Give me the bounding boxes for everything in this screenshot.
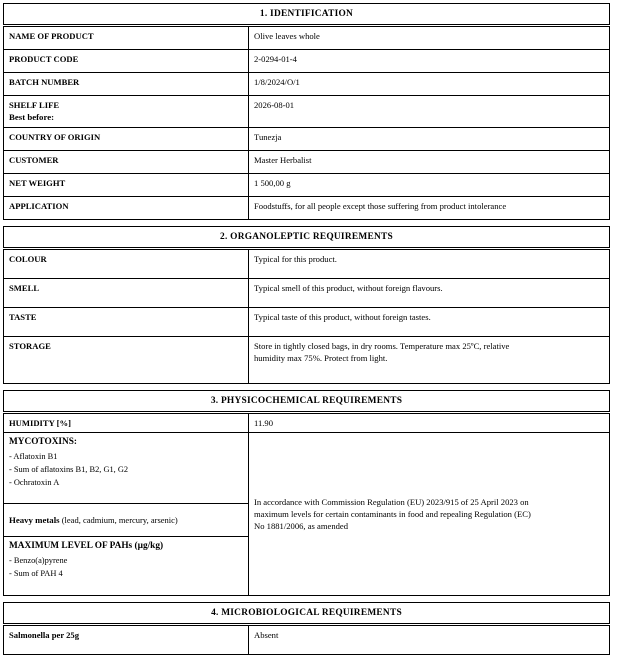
row-value-country-of-origin: Tunezja	[249, 127, 610, 150]
table-row	[4, 50, 610, 73]
pahs-heading: MAXIMUM LEVEL OF PAHs (µg/kg)	[9, 540, 164, 551]
row-label-net-weight: NET WEIGHT	[4, 173, 249, 196]
table-row	[4, 336, 610, 383]
row-label-product-code: PRODUCT CODE	[4, 50, 249, 73]
table-row	[4, 150, 610, 173]
mycotoxins-item-sum-aflatoxins: - Sum of aflatoxins B1, B2, G1, G2	[9, 464, 129, 474]
row-label-salmonella: Salmonella per 25g	[4, 625, 249, 654]
row-label-shelf-life	[4, 96, 249, 128]
table-row	[4, 249, 610, 278]
section-4-title: 4. MICROBIOLOGICAL REQUIREMENTS	[211, 607, 402, 618]
table-row	[4, 73, 610, 96]
table-row	[4, 173, 610, 196]
section-1-title: 1. IDENTIFICATION	[259, 9, 354, 19]
section-2-table	[3, 249, 610, 384]
row-value-product-code: 2-0294-01-4	[249, 50, 610, 73]
row-value-smell: Typical smell of this product, without foreign flavours.	[249, 278, 610, 307]
row-label-pahs	[4, 536, 249, 595]
regulation-line-2: maximum levels for certain contaminants in food and repealing Regulation (EC)	[254, 508, 531, 519]
heavy-metals-bold: Heavy metals	[9, 514, 60, 525]
mycotoxins-item-ochratoxin-a: - Ochratoxin A	[9, 477, 60, 487]
row-value-taste: Typical taste of this product, without foreign tastes.	[249, 307, 610, 336]
row-label-country-of-origin: COUNTRY OF ORIGIN	[4, 127, 249, 150]
table-row	[4, 432, 610, 503]
regulation-line-1: In accordance with Commission Regulation (EU) 2023/915 of 25 April 2023 on	[254, 496, 529, 507]
row-value-salmonella: Absent	[249, 625, 610, 654]
row-value-humidity: 11.90	[249, 413, 610, 432]
row-label-humidity: HUMIDITY [%]	[4, 413, 249, 432]
section-3-table	[3, 413, 610, 596]
table-row	[4, 307, 610, 336]
section-1-header	[3, 3, 610, 25]
section-1-table	[3, 26, 610, 220]
pahs-item-sum-pah-4: - Sum of PAH 4	[9, 568, 63, 578]
table-row	[4, 196, 610, 219]
row-label-mycotoxins	[4, 432, 249, 503]
table-row	[4, 127, 610, 150]
row-label-storage: STORAGE	[4, 336, 249, 383]
shelf-life-sublabel: Best before:	[9, 112, 55, 123]
row-value-application: Foodstuffs, for all people except those suffering from product intolerance	[249, 196, 610, 219]
row-label-customer: CUSTOMER	[4, 150, 249, 173]
row-value-net-weight: 1 500,00 g	[249, 173, 610, 196]
row-value-batch-number: 1/8/2024/O/1	[249, 73, 610, 96]
section-2-title: 2. ORGANOLEPTIC REQUIREMENTS	[220, 231, 393, 242]
row-value-shelf-life: 2026-08-01	[249, 96, 610, 128]
section-4-header	[3, 602, 610, 624]
section-2-header	[3, 226, 610, 248]
row-label-application: APPLICATION	[4, 196, 249, 219]
storage-line-1: Store in tightly closed bags, in dry rooms. Temperature max 25ºC, relative	[254, 340, 510, 351]
row-label-heavy-metals	[4, 503, 249, 536]
row-value-name-of-product: Olive leaves whole	[249, 27, 610, 50]
row-value-regulation	[249, 432, 610, 595]
shelf-life-label: SHELF LIFE	[9, 100, 60, 110]
mycotoxins-heading: MYCOTOXINS:	[9, 436, 78, 447]
row-label-smell: SMELL	[4, 278, 249, 307]
storage-line-2: humidity max 75%. Protect from light.	[254, 352, 388, 363]
table-row	[4, 278, 610, 307]
table-row	[4, 413, 610, 432]
table-row	[4, 27, 610, 50]
table-row	[4, 625, 610, 654]
row-label-colour: COLOUR	[4, 249, 249, 278]
row-value-colour: Typical for this product.	[249, 249, 610, 278]
section-3-title: 3. PHYSICOCHEMICAL REQUIREMENTS	[210, 395, 403, 406]
table-row	[4, 96, 610, 128]
section-3-header	[3, 390, 610, 412]
section-4-table	[3, 625, 610, 655]
row-label-batch-number: BATCH NUMBER	[4, 73, 249, 96]
row-value-customer: Master Herbalist	[249, 150, 610, 173]
row-label-taste: TASTE	[4, 307, 249, 336]
row-value-storage	[249, 336, 610, 383]
heavy-metals-detail: (lead, cadmium, mercury, arsenic)	[59, 514, 178, 525]
pahs-item-benzoapyrene: - Benzo(a)pyrene	[9, 556, 68, 566]
mycotoxins-item-aflatoxin-b1: - Aflatoxin B1	[9, 452, 58, 462]
row-label-name-of-product: NAME OF PRODUCT	[4, 27, 249, 50]
regulation-line-3: No 1881/2006, as amended	[254, 520, 349, 531]
